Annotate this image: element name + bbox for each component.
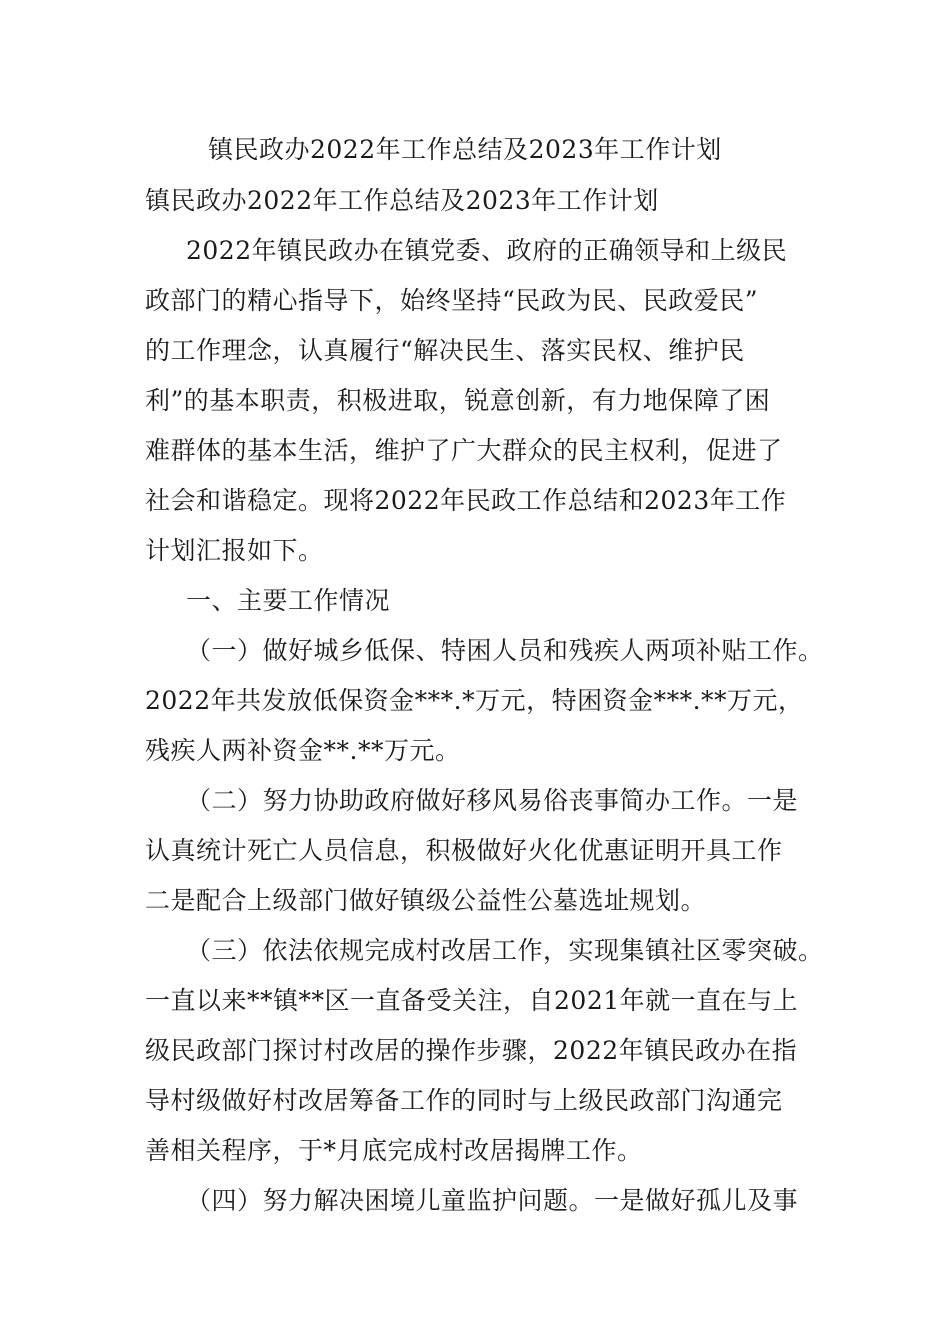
paragraph-line: 社会和谐稳定。现将2022年民政工作总结和2023年工作: [145, 486, 787, 515]
paragraph-line: （二）努力协助政府做好移风易俗丧事简办工作。一是: [186, 786, 799, 815]
paragraph-line: 计划汇报如下。: [145, 536, 324, 565]
paragraph-line: 2022年镇民政办在镇党委、政府的正确领导和上级民: [186, 236, 788, 265]
paragraph-line: 政部门的精心指导下，始终坚持“民政为民、民政爱民”: [145, 286, 759, 315]
paragraph-line: 的工作理念，认真履行“解决民生、落实民权、维护民: [145, 336, 745, 365]
paragraph-line: 善相关程序，于*月底完成村改居揭牌工作。: [145, 1136, 643, 1165]
paragraph-line: 2022年共发放低保资金***.*万元，特困资金***.**万元，: [145, 686, 804, 715]
paragraph-line: 难群体的基本生活，维护了广大群众的民主权利，促进了: [145, 436, 783, 465]
paragraph-line: 残疾人两补资金**.**万元。: [145, 736, 461, 765]
document-title: 镇民政办2022年工作总结及2023年工作计划: [208, 135, 722, 164]
paragraph-line: 级民政部门探讨村改居的操作步骤，2022年镇民政办在指: [145, 1036, 798, 1065]
paragraph-line: 一直以来**镇**区一直备受关注，自2021年就一直在与上: [145, 986, 799, 1015]
paragraph-line: 认真统计死亡人员信息，积极做好火化优惠证明开具工作: [145, 836, 783, 865]
subtitle-line: 镇民政办2022年工作总结及2023年工作计划: [145, 186, 659, 215]
paragraph-line: 利”的基本职责，积极进取，锐意创新，有力地保障了困: [145, 386, 771, 415]
section-heading: 一、主要工作情况: [186, 586, 391, 615]
paragraph-line: （一）做好城乡低保、特困人员和残疾人两项补贴工作。: [186, 636, 824, 665]
paragraph-line: 二是配合上级部门做好镇级公益性公墓选址规划。: [145, 886, 707, 915]
paragraph-line: 导村级做好村改居筹备工作的同时与上级民政部门沟通完: [145, 1086, 783, 1115]
paragraph-line: （三）依法依规完成村改居工作，实现集镇社区零突破。: [186, 936, 824, 965]
paragraph-line: （四）努力解决困境儿童监护问题。一是做好孤儿及事: [186, 1186, 799, 1215]
